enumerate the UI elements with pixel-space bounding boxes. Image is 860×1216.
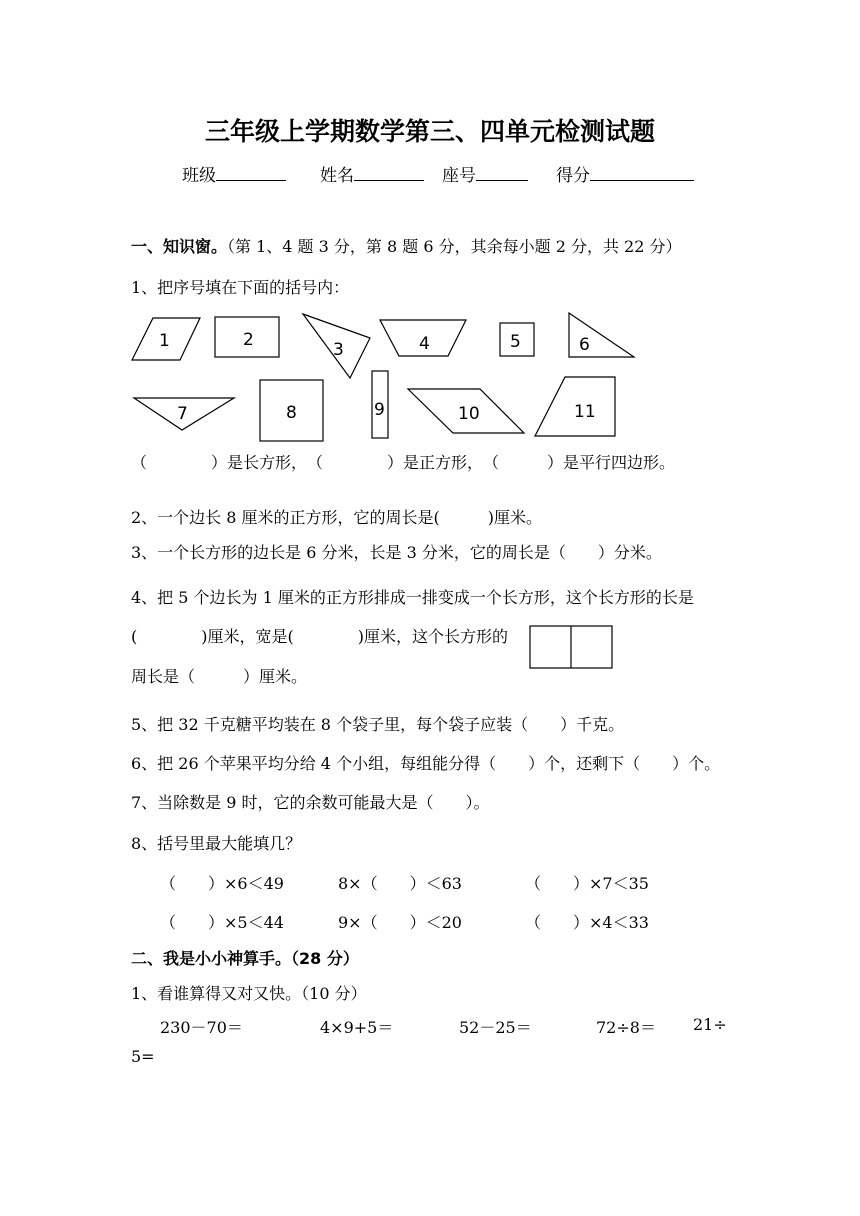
question-7: 7、当除数是 9 时，它的余数可能最大是（ ）。 (131, 793, 490, 812)
calc-item: 52－25＝ (459, 1018, 532, 1037)
shape-label: 7 (177, 404, 188, 424)
rectangle-figure (529, 625, 615, 670)
calc-item: 72÷8＝ (596, 1018, 656, 1037)
seat-label: 座号 (442, 166, 476, 186)
shape-label: 6 (579, 335, 590, 355)
question-4-line3: 周长是（ ）厘米。 (131, 667, 308, 686)
shape-label: 4 (419, 334, 430, 354)
shape-label: 5 (510, 332, 521, 352)
question-3: 3、一个长方形的边长是 6 分米，长是 3 分米，它的周长是（ ）分米。 (131, 543, 662, 562)
q8-item: 9×（ ）＜20 (338, 913, 462, 932)
score-label: 得分 (556, 166, 590, 186)
shape-label: 10 (458, 404, 480, 424)
question-4-line2: ( )厘米，宽是( )厘米，这个长方形的 (131, 627, 508, 646)
q8-item: （ ）×4＜33 (525, 913, 649, 932)
question-2: 2、一个边长 8 厘米的正方形，它的周长是( )厘米。 (131, 508, 543, 527)
calc-wrap: 5= (131, 1047, 155, 1066)
question-4-line1: 4、把 5 个边长为 1 厘米的正方形排成一排变成一个长方形，这个长方形的长是 (131, 588, 694, 607)
question-8: 8、括号里最大能填几？ (131, 834, 302, 853)
q8-item: （ ）×6＜49 (160, 874, 284, 893)
shape-label: 11 (574, 402, 596, 422)
section1-note: （第 1、4 题 3 分，第 8 题 6 分，其余每小题 2 分，共 22 分） (227, 237, 682, 256)
q8-item: （ ）×7＜35 (525, 874, 649, 893)
q8-item: 8×（ ）＜63 (338, 874, 462, 893)
shape-label: 3 (333, 340, 344, 360)
question-1: 1、把序号填在下面的括号内： (131, 278, 350, 297)
section2-heading: 二、我是小小神算手。（28 分） (131, 949, 359, 968)
name-label: 姓名 (320, 166, 354, 186)
shapes-figure (0, 0, 860, 460)
question-1-answer: （ ）是长方形， （ ）是正方形， （ ）是平行四边形。 (131, 453, 676, 472)
page-title: 三年级上学期数学第三、四单元检测试题 (204, 117, 655, 146)
shape-label: 8 (286, 403, 297, 423)
q8-item: （ ）×5＜44 (160, 913, 284, 932)
calc-item: 4×9+5＝ (320, 1018, 394, 1037)
shape-label: 1 (159, 331, 170, 351)
section1-heading: 一、知识窗。 (131, 237, 228, 256)
shape-label: 9 (374, 400, 385, 420)
calc-item: 230－70＝ (160, 1018, 243, 1037)
section2-question-1: 1、看谁算得又对又快。（10 分） (131, 984, 367, 1003)
calc-item: 21÷ (693, 1015, 727, 1034)
question-5: 5、把 32 千克糖平均装在 8 个袋子里，每个袋子应装（ ）千克。 (131, 715, 625, 734)
question-6: 6、把 26 个苹果平均分给 4 个小组，每组能分得（ ）个，还剩下（ ）个。 (131, 754, 721, 773)
class-label: 班级 (182, 166, 216, 186)
shape-label: 2 (243, 330, 254, 350)
